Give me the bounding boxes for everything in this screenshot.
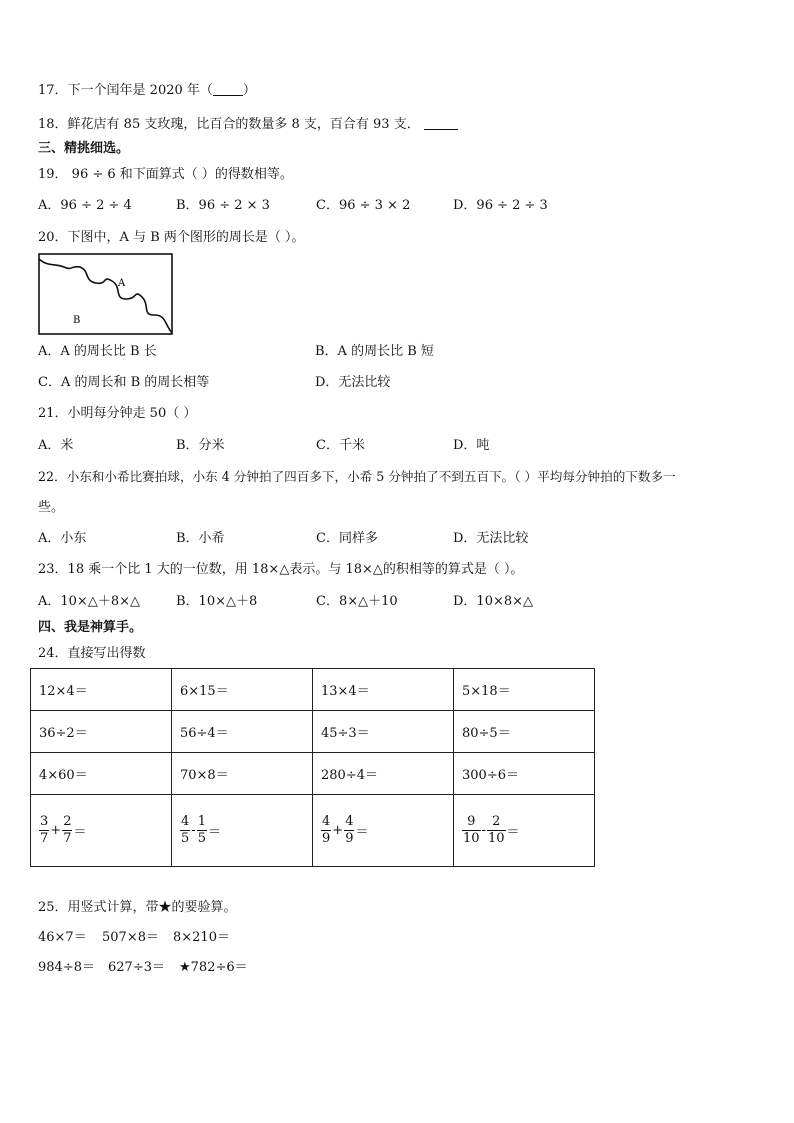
vertical-calc-item: 507×8＝ [102,930,159,945]
operator: + [50,823,62,838]
question-18-text: 18．鲜花店有 85 支玫瑰，比百合的数量多 8 支，百合有 93 支． [38,117,420,132]
option-a[interactable]: A．米 [38,438,74,453]
fraction: $\frac{9}{10}$ [463,814,480,846]
option-c[interactable]: C．8×△＋10 [316,594,398,609]
table-cell: 70×8＝ [172,753,313,795]
fraction: $\frac{1}{5}$ [197,814,206,846]
option-c[interactable]: C．A 的周长和 B 的周长相等 [38,375,210,390]
question-17-close: ） [242,83,256,98]
question-19-stem: 19． 96 ÷ 6 和下面算式（ ）的得数相等。 [38,167,293,182]
operator: - [481,823,486,838]
table-cell: 300÷6＝ [454,753,595,795]
fraction: $\frac{2}{7}$ [63,814,72,846]
table-row [31,711,595,753]
option-b[interactable]: B．96 ÷ 2 × 3 [176,198,270,213]
region-a-label: A [118,278,126,289]
table-cell: 13×4＝ [313,669,454,711]
option-a[interactable]: A．A 的周长比 B 长 [38,344,157,359]
option-b[interactable]: B．A 的周长比 B 短 [315,344,434,359]
table-row-fractions [31,795,595,867]
equals-sign: ＝ [207,825,221,840]
option-c[interactable]: C．同样多 [316,531,378,546]
question-23-stem: 23．18 乘一个比 1 大的一位数，用 18×△表示。与 18×△的积相等的算式是（ ）。 [38,562,524,577]
operator: + [332,823,344,838]
perimeter-figure [38,253,173,335]
fraction-cell [313,795,454,867]
mental-math-table [30,668,595,867]
vertical-calc-item: 8×210＝ [173,930,230,945]
table-row [31,753,595,795]
vertical-calc-item: 46×7＝ [38,930,87,945]
fraction: $\frac{4}{9}$ [345,814,354,846]
question-25-stem: 25．用竖式计算，带★的要验算。 [38,900,237,915]
operator: - [191,823,196,838]
option-a[interactable]: A．10×△＋8×△ [38,594,140,609]
equals-sign: ＝ [73,825,87,840]
table-cell: 36÷2＝ [31,711,172,753]
table-cell: 4×60＝ [31,753,172,795]
equals-sign: ＝ [506,825,520,840]
question-21-stem: 21．小明每分钟走 50（ ） [38,406,197,421]
question-18 [38,116,458,134]
region-b-label: B [73,315,81,326]
answer-blank[interactable] [424,116,458,130]
option-d[interactable]: D．无法比较 [315,375,391,390]
answer-blank[interactable] [213,82,243,96]
table-cell: 45÷3＝ [313,711,454,753]
option-b[interactable]: B．10×△＋8 [176,594,258,609]
question-17 [38,82,256,100]
option-c[interactable]: C．96 ÷ 3 × 2 [316,198,411,213]
equals-sign: ＝ [355,825,369,840]
option-a[interactable]: A．96 ÷ 2 ÷ 4 [38,198,132,213]
question-22-stem-line2: 些。 [38,500,65,515]
question-17-text: 17．下一个闰年是 2020 年（ [38,83,213,98]
option-d[interactable]: D．10×8×△ [453,594,534,609]
table-cell: 56÷4＝ [172,711,313,753]
fraction-cell [172,795,313,867]
section-heading-3: 三、精挑细选。 [38,141,130,156]
question-20-stem: 20．下图中，A 与 B 两个图形的周长是（ ）。 [38,230,305,245]
option-c[interactable]: C．千米 [316,438,365,453]
fraction: $\frac{4}{9}$ [322,814,331,846]
option-d[interactable]: D．96 ÷ 2 ÷ 3 [453,198,548,213]
table-cell: 12×4＝ [31,669,172,711]
table-row [31,669,595,711]
fraction-cell [31,795,172,867]
option-b[interactable]: B．小希 [176,531,225,546]
wavy-divider-line [39,259,172,333]
question-22-stem-line1: 22．小东和小希比赛拍球，小东 4 分钟拍了四百多下，小希 5 分钟拍了不到五百下。（ ）平均每分钟拍的下数多一 [38,469,676,484]
table-cell: 6×15＝ [172,669,313,711]
fraction: $\frac{4}{5}$ [181,814,190,846]
vertical-calc-item: 627÷3＝ [108,960,165,975]
table-cell: 5×18＝ [454,669,595,711]
section-heading-4: 四、我是神算手。 [38,620,143,635]
question-24-stem: 24．直接写出得数 [38,646,146,661]
vertical-calc-item: 984÷8＝ [38,960,95,975]
option-b[interactable]: B．分米 [176,438,225,453]
fraction-cell [454,795,595,867]
option-a[interactable]: A．小东 [38,531,87,546]
table-cell: 280÷4＝ [313,753,454,795]
option-d[interactable]: D．无法比较 [453,531,529,546]
table-cell: 80÷5＝ [454,711,595,753]
fraction: $\frac{2}{10}$ [487,814,505,846]
fraction: $\frac{3}{7}$ [40,814,49,846]
vertical-calc-item: ★782÷6＝ [179,960,248,975]
option-d[interactable]: D．吨 [453,438,490,453]
